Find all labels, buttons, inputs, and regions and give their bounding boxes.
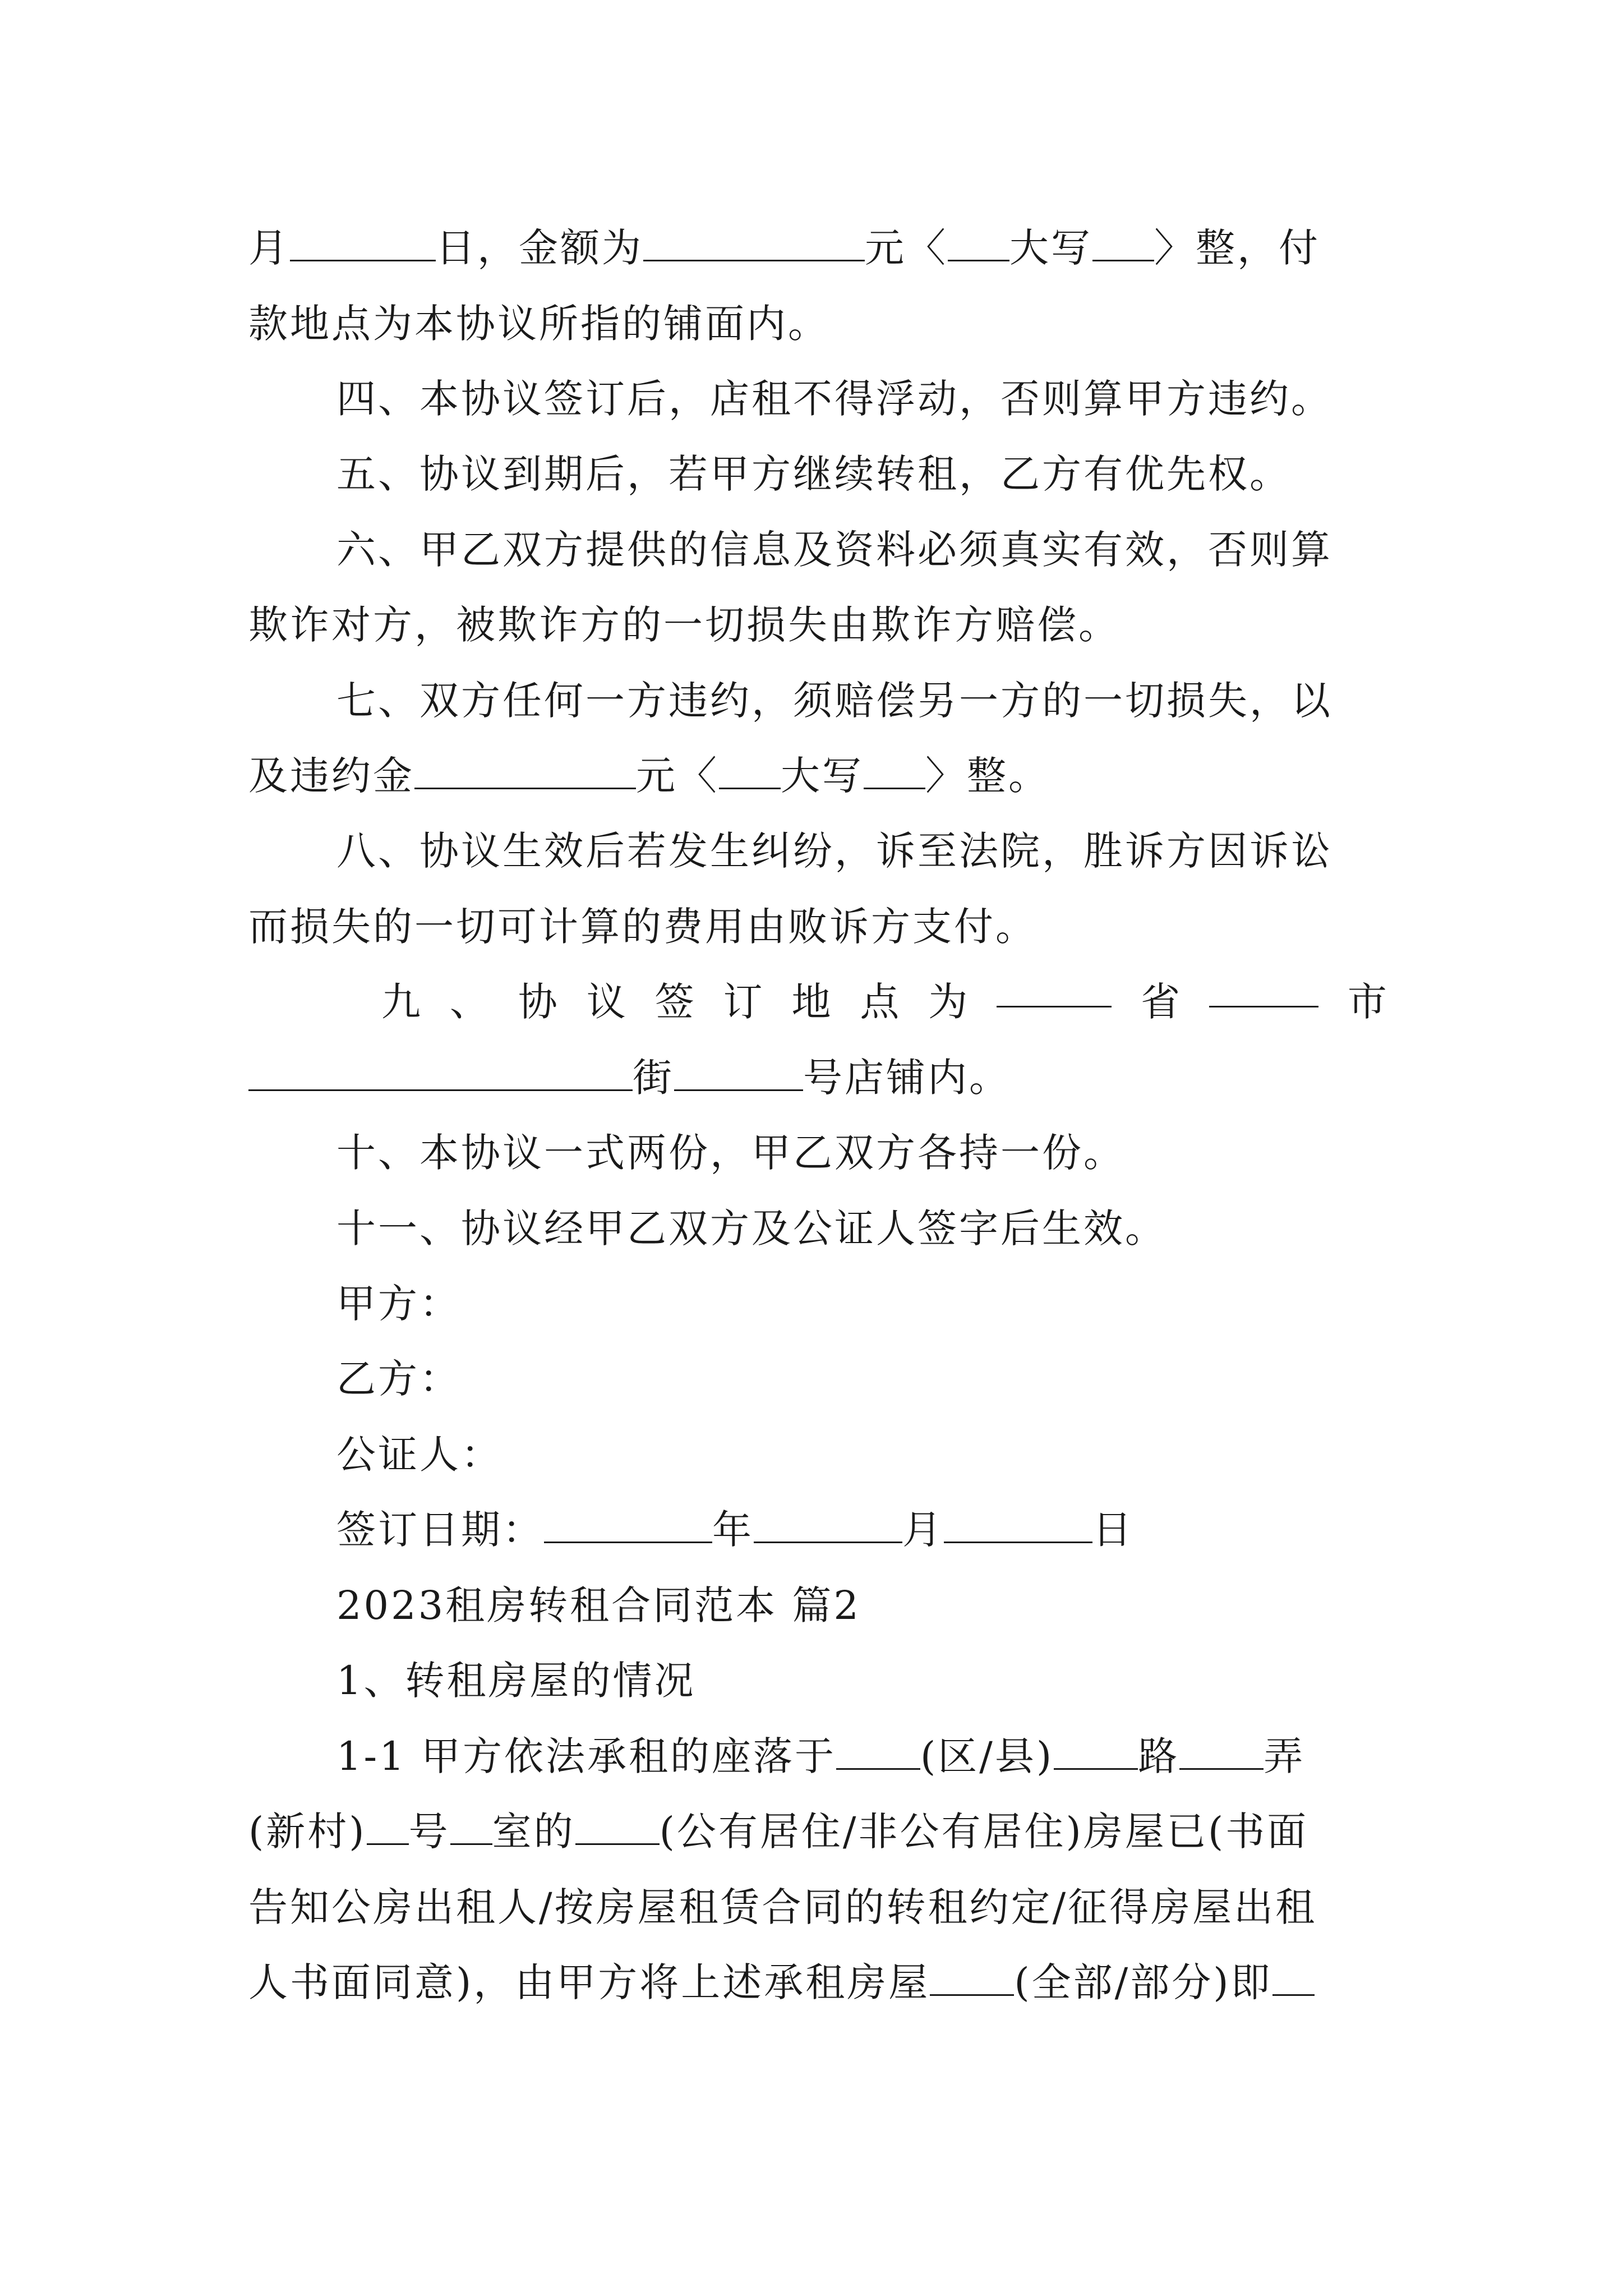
text-segment: 大写: [781, 753, 864, 799]
notary-label: 公证人：: [336, 1432, 502, 1478]
text-line: 而损失的一切可计算的费用由败诉方支付。: [248, 904, 1037, 950]
text-char: 订: [723, 979, 763, 1025]
fill-blank: [643, 228, 865, 261]
text-segment: (新村): [248, 1809, 367, 1855]
subsection-heading: 1、转租房屋的情况: [336, 1658, 696, 1704]
fill-blank: [864, 756, 925, 789]
text-segment: 日: [1092, 1507, 1134, 1553]
text-segment: (区/县): [920, 1733, 1054, 1779]
clause-6: 六、甲乙双方提供的信息及资料必须真实有效，否则算: [336, 527, 1332, 573]
fill-blank: [836, 1736, 920, 1770]
fill-blank: [930, 1962, 1014, 1996]
text-char: 协: [518, 979, 557, 1025]
text-char: 签: [654, 979, 694, 1025]
text-char: 点: [860, 979, 900, 1025]
text-segment: 年: [712, 1507, 754, 1553]
fill-blank: [997, 974, 1112, 1007]
text-segment: (公有居住/非公有居住)房屋已(书面: [659, 1809, 1309, 1855]
text-segment: 大写: [1009, 225, 1092, 271]
fill-blank: [450, 1811, 492, 1845]
fill-blank: [1054, 1736, 1138, 1770]
text-segment: 〉整，付: [1154, 225, 1320, 271]
text-line: [248, 1050, 1387, 1106]
fill-blank: [719, 756, 781, 789]
fill-blank: [575, 1811, 660, 1845]
clause-9: [381, 974, 1387, 1030]
fill-blank: [248, 1057, 633, 1091]
text-segment: 1-1 甲方依法承租的座落于: [336, 1733, 836, 1779]
fill-blank: [544, 1510, 712, 1543]
text-segment: 月: [248, 225, 290, 271]
fill-blank: [944, 1510, 1092, 1543]
fill-blank: [1179, 1736, 1264, 1770]
text-char: 为: [928, 979, 968, 1025]
section-heading: 2023租房转租合同范本 篇2: [336, 1582, 861, 1628]
clause-7: 七、双方任何一方违约，须赔偿另一方的一切损失，以: [336, 678, 1332, 724]
fill-blank: [674, 1057, 803, 1091]
party-b-label: 乙方：: [336, 1356, 461, 1402]
fill-blank: [1209, 974, 1318, 1007]
text-segment: 及违约金: [248, 753, 414, 799]
text-segment: 〉整。: [925, 753, 1050, 799]
signing-date: [336, 1502, 1387, 1558]
text-segment: 人书面同意)，由甲方将上述承租房屋: [248, 1959, 930, 2005]
text-segment: 日，金额为: [436, 225, 643, 271]
clause-11: 十一、协议经甲乙双方及公证人签字后生效。: [336, 1205, 1166, 1251]
party-a-label: 甲方：: [336, 1281, 461, 1327]
text-segment: 街: [633, 1055, 674, 1101]
fill-blank: [367, 1811, 409, 1845]
text-segment: 室的: [492, 1809, 575, 1855]
text-line: [248, 220, 1387, 276]
fill-blank: [1092, 228, 1154, 261]
fill-blank: [754, 1510, 902, 1543]
text-segment: (全部/部分)即: [1014, 1959, 1272, 2005]
fill-blank: [948, 228, 1009, 261]
text-char: 省: [1141, 979, 1181, 1025]
fill-blank: [290, 228, 436, 261]
text-char: 地: [791, 979, 831, 1025]
clause-10: 十、本协议一式两份，甲乙双方各持一份。: [336, 1130, 1125, 1176]
text-segment: 签订日期：: [336, 1507, 544, 1553]
fill-blank: [1272, 1962, 1315, 1996]
text-line: [336, 1728, 1387, 1784]
text-line: [248, 1954, 1387, 2010]
text-segment: 弄: [1264, 1733, 1306, 1779]
fill-blank: [414, 756, 636, 789]
text-line: 欺诈对方，被欺诈方的一切损失由欺诈方赔偿。: [248, 602, 1120, 648]
text-segment: 月: [902, 1507, 944, 1553]
text-segment: 号店铺内。: [803, 1055, 1011, 1101]
text-line: [248, 748, 1387, 804]
text-segment: 元〈: [865, 225, 948, 271]
text-segment: 元〈: [636, 753, 719, 799]
clause-8: 八、协议生效后若发生纠纷，诉至法院，胜诉方因诉讼: [336, 828, 1332, 874]
text-line: 款地点为本协议所指的铺面内。: [248, 301, 829, 347]
clause-4: 四、本协议签订后，店租不得浮动，否则算甲方违约。: [336, 376, 1332, 422]
text-line: [248, 1803, 1387, 1860]
text-segment: 路: [1138, 1733, 1180, 1779]
text-char: 议: [586, 979, 626, 1025]
text-char: 、: [449, 979, 489, 1025]
text-line: 告知公房出租人/按房屋租赁合同的转租约定/征得房屋出租: [248, 1884, 1317, 1930]
text-segment: 号: [408, 1809, 450, 1855]
text-char: 九: [381, 979, 421, 1025]
text-char: 市: [1347, 979, 1387, 1025]
clause-5: 五、协议到期后，若甲方继续转租，乙方有优先权。: [336, 451, 1291, 497]
